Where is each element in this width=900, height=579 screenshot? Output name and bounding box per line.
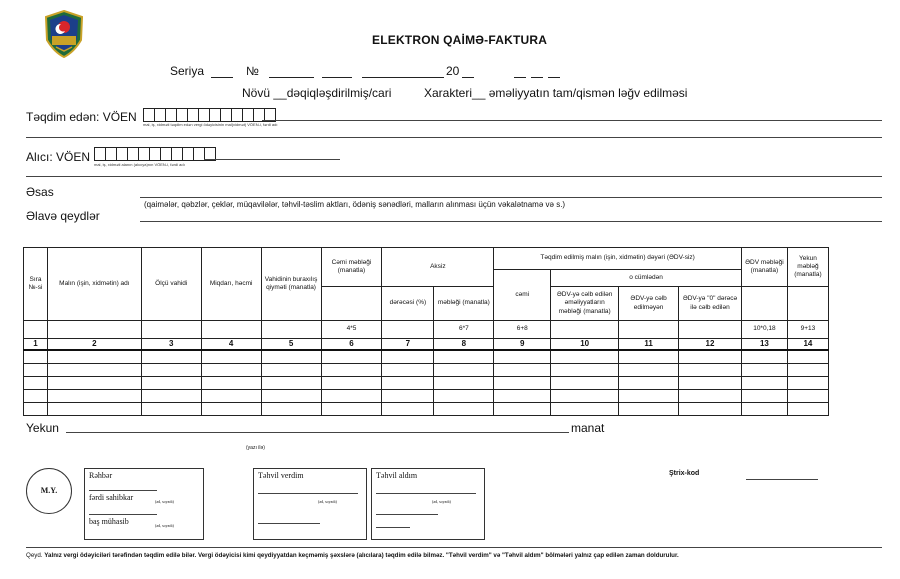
formula-6: 4*5 — [321, 321, 382, 339]
elave-line[interactable] — [140, 221, 882, 222]
buyer-label: Alıcı: VÖEN — [26, 150, 91, 164]
buyer-hint: mal, iş, xidməti alanın (alıcıya)nın VÖEN-i, fərdi adı — [94, 162, 185, 167]
document-title: ELEKTRON QAİMƏ-FAKTURA — [372, 33, 548, 47]
table-cell[interactable] — [741, 389, 787, 402]
table-cell[interactable] — [321, 402, 382, 415]
cell-spacer — [787, 287, 828, 321]
table-cell[interactable] — [679, 363, 742, 376]
table-cell[interactable] — [24, 389, 48, 402]
table-cell[interactable] — [24, 402, 48, 415]
table-cell[interactable] — [619, 389, 679, 402]
table-cell[interactable] — [679, 389, 742, 402]
table-cell[interactable] — [201, 350, 261, 363]
table-cell[interactable] — [24, 350, 48, 363]
table-cell[interactable] — [619, 402, 679, 415]
esas-line[interactable] — [140, 197, 882, 198]
table-cell[interactable] — [494, 402, 551, 415]
cell-spacer — [741, 287, 787, 321]
col-num: 7 — [382, 339, 434, 351]
col-num: 4 — [201, 339, 261, 351]
table-cell[interactable] — [321, 350, 382, 363]
table-cell[interactable] — [382, 363, 434, 376]
table-cell[interactable] — [47, 350, 141, 363]
table-cell[interactable] — [24, 376, 48, 389]
footer-text: Yalnız vergi ödəyiciləri tərəfindən təqdim edilə bilər. Vergi ödəyicisi kimi qeydiyyatdan keçməmiş şəxslərə (alıcılara) təqdim edilə bilməz. "Təhvil verdim" və "Təhvil aldım" bölmələri yalnız çap edilən zaman doldurulur. — [44, 552, 679, 559]
table-cell[interactable] — [494, 350, 551, 363]
ferdi-sign-line[interactable] — [89, 514, 157, 515]
table-row — [24, 376, 829, 389]
col-num: 6 — [321, 339, 382, 351]
bas-muhasib-label: baş mühasib — [89, 517, 129, 526]
header-aksiz-mebleg: məbləği (manatla) — [434, 287, 494, 321]
table-cell[interactable] — [787, 389, 828, 402]
buyer-name-line[interactable] — [204, 159, 340, 160]
divider-1 — [26, 137, 882, 138]
table-cell[interactable] — [141, 363, 201, 376]
formula-8: 6*7 — [434, 321, 494, 339]
col-num: 1 — [24, 339, 48, 351]
col-num: 3 — [141, 339, 201, 351]
stamp-circle: M.Y. — [26, 468, 72, 514]
formula-14: 9+13 — [787, 321, 828, 339]
ferdi-label: fərdi sahibkar — [89, 493, 134, 502]
table-cell[interactable] — [261, 402, 321, 415]
verdim-line-2[interactable] — [258, 523, 320, 524]
table-cell[interactable] — [551, 402, 619, 415]
table-cell[interactable] — [619, 376, 679, 389]
ministry-logo — [44, 10, 84, 58]
tehvil-aldim-label: Təhvil aldım — [376, 471, 418, 480]
col-num: 2 — [47, 339, 141, 351]
number-field-1[interactable] — [269, 65, 314, 78]
signature-box-tehvil-verdim — [253, 468, 367, 540]
signature-box-tehvil-aldim — [371, 468, 485, 540]
col-num: 12 — [679, 339, 742, 351]
table-cell[interactable] — [741, 402, 787, 415]
day-field-1[interactable] — [514, 65, 526, 78]
table-cell[interactable] — [741, 363, 787, 376]
signature-box-rehber — [84, 468, 204, 540]
formula-13: 10*0,18 — [741, 321, 787, 339]
verdim-line-1[interactable] — [258, 493, 358, 494]
table-cell[interactable] — [382, 350, 434, 363]
header-teqdim-group: Təqdim edilmiş malın (işin, xidmətin) dəyəri (ƏDV-siz) — [494, 248, 742, 270]
elave-label: Əlavə qeydlər — [26, 209, 100, 223]
table-cell[interactable] — [321, 389, 382, 402]
header-cemi: cəmi — [494, 270, 551, 321]
table-cell[interactable] — [141, 402, 201, 415]
table-cell[interactable] — [551, 389, 619, 402]
cell-spacer — [321, 287, 382, 321]
table-cell[interactable] — [494, 376, 551, 389]
table-cell[interactable] — [434, 350, 494, 363]
table-cell[interactable] — [551, 376, 619, 389]
header-yekun-mebleg: Yekun məbləğ (manatla) — [787, 248, 828, 287]
seriya-field[interactable] — [211, 65, 233, 78]
table-cell[interactable] — [47, 363, 141, 376]
yekun-line[interactable] — [66, 432, 569, 433]
table-cell[interactable] — [787, 402, 828, 415]
year-field[interactable] — [462, 65, 474, 78]
manat-label: manat — [571, 421, 605, 435]
col-num: 10 — [551, 339, 619, 351]
type-xarakteri: Xarakteri__ əməliyyatın tam/qismən ləğv edilməsi — [424, 86, 688, 100]
table-cell[interactable] — [494, 363, 551, 376]
header-edv-celb-edilmeyen: ƏDV-yə cəlb edilməyən — [619, 287, 679, 321]
ferdi-hint: (ad, soyadı) — [155, 499, 174, 504]
table-cell[interactable] — [141, 389, 201, 402]
esas-label: Əsas — [26, 185, 54, 199]
table-cell[interactable] — [382, 389, 434, 402]
yekun-label: Yekun — [26, 421, 59, 435]
table-cell[interactable] — [47, 402, 141, 415]
header-miqdar: Miqdarı, həcmi — [201, 248, 261, 321]
sender-voen-boxes[interactable] — [143, 108, 275, 122]
table-cell[interactable] — [321, 363, 382, 376]
table-cell[interactable] — [47, 389, 141, 402]
table-cell[interactable] — [434, 376, 494, 389]
yazi-ile-hint: (yazı ilə) — [246, 445, 265, 451]
formula-9: 6+8 — [494, 321, 551, 339]
table-cell[interactable] — [619, 363, 679, 376]
year-prefix: 20 — [446, 64, 460, 78]
aldim-line-3[interactable] — [376, 527, 410, 528]
table-cell[interactable] — [787, 350, 828, 363]
table-cell[interactable] — [787, 363, 828, 376]
tehvil-verdim-label: Təhvil verdim — [258, 471, 304, 480]
table-cell[interactable] — [201, 402, 261, 415]
table-cell[interactable] — [201, 389, 261, 402]
table-row — [24, 402, 829, 415]
header-vahid-qiymet: Vahidinin buraxılış qiyməti (manatla) — [261, 248, 321, 321]
strix-kod-line[interactable] — [746, 479, 818, 480]
header-edv-mebleg: ƏDV məbləği (manatla) — [741, 248, 787, 287]
sender-label: Təqdim edən: VÖEN — [26, 110, 137, 124]
aldim-hint: (ad, soyadı) — [432, 499, 451, 504]
table-cell[interactable] — [679, 376, 742, 389]
table-cell[interactable] — [261, 376, 321, 389]
table-cell[interactable] — [261, 389, 321, 402]
header-edv-celb: ƏDV-yə cəlb edilən əməliyyatların məbləği (manatla) — [551, 287, 619, 321]
table-row — [24, 389, 829, 402]
table-cell[interactable] — [741, 350, 787, 363]
column-number-row — [24, 339, 829, 351]
sender-name-line[interactable] — [262, 120, 882, 121]
header-edv-sifir: ƏDV-yə "0" dərəcə ilə cəlb edilən — [679, 287, 742, 321]
table-cell[interactable] — [434, 402, 494, 415]
header-sira: Sıra №-si — [24, 248, 48, 321]
day-field-3[interactable] — [548, 65, 560, 78]
header-aksiz: Aksiz — [382, 248, 494, 287]
table-cell[interactable] — [679, 402, 742, 415]
strix-kod-label: Ştrix-kod — [669, 470, 700, 477]
number-field-2[interactable] — [322, 65, 352, 78]
header-o-cumleden: o cümlədən — [551, 270, 742, 287]
table-cell[interactable] — [787, 376, 828, 389]
aldim-line-1[interactable] — [376, 493, 476, 494]
table-cell[interactable] — [24, 363, 48, 376]
verdim-hint: (ad, soyadı) — [318, 499, 337, 504]
table-cell[interactable] — [619, 350, 679, 363]
sender-hint: mal, iş, xidməti təqdim edən vergi ödəyicisinin mal(xidmət) VÖEN-i, fərdi adı — [143, 122, 278, 127]
aldim-line-2[interactable] — [376, 514, 438, 515]
footer-note — [26, 552, 679, 559]
table-row — [24, 363, 829, 376]
table-cell[interactable] — [551, 363, 619, 376]
invoice-table — [23, 247, 829, 416]
rehber-label: Rəhbər — [89, 471, 113, 480]
table-cell[interactable] — [551, 350, 619, 363]
header-ad: Malın (işin, xidmətin) adı — [47, 248, 141, 321]
table-cell[interactable] — [382, 376, 434, 389]
date-field[interactable] — [362, 65, 444, 78]
footer-divider — [26, 547, 882, 548]
table-cell[interactable] — [321, 376, 382, 389]
col-num: 5 — [261, 339, 321, 351]
table-cell[interactable] — [434, 389, 494, 402]
header-cemi-mebleg: Cəmi məbləği (manatla) — [321, 248, 382, 287]
col-num: 13 — [741, 339, 787, 351]
esas-hint: (qaimələr, qəbzlər, çeklər, müqavilələr, təhvil-təslim aktları, ödəniş sənədləri, malların alınması üçün vəkalətnamə və s.) — [144, 200, 566, 209]
type-novu: Növü __dəqiqləşdirilmiş/cari — [242, 86, 392, 100]
table-cell[interactable] — [679, 350, 742, 363]
col-num: 11 — [619, 339, 679, 351]
divider-2 — [26, 176, 882, 177]
table-cell[interactable] — [201, 363, 261, 376]
day-field-2[interactable] — [531, 65, 543, 78]
rehber-sign-line[interactable] — [89, 490, 157, 491]
seriya-label: Seriya — [170, 64, 205, 78]
header-olcu: Ölçü vahidi — [141, 248, 201, 321]
formula-row — [24, 321, 829, 339]
header-aksiz-derece: dərəcəsi (%) — [382, 287, 434, 321]
buyer-voen-boxes[interactable] — [94, 147, 215, 161]
muhasib-hint: (ad, soyadı) — [155, 523, 174, 528]
table-cell[interactable] — [261, 363, 321, 376]
table-cell[interactable] — [47, 376, 141, 389]
table-cell[interactable] — [494, 389, 551, 402]
col-num: 14 — [787, 339, 828, 351]
table-cell[interactable] — [741, 376, 787, 389]
table-cell[interactable] — [141, 376, 201, 389]
table-cell[interactable] — [261, 350, 321, 363]
footer-prefix: Qeyd. — [26, 552, 43, 559]
number-label: № — [246, 64, 259, 78]
col-num: 8 — [434, 339, 494, 351]
table-cell[interactable] — [382, 402, 434, 415]
table-row — [24, 350, 829, 363]
table-cell[interactable] — [141, 350, 201, 363]
table-cell[interactable] — [434, 363, 494, 376]
col-num: 9 — [494, 339, 551, 351]
table-cell[interactable] — [201, 376, 261, 389]
